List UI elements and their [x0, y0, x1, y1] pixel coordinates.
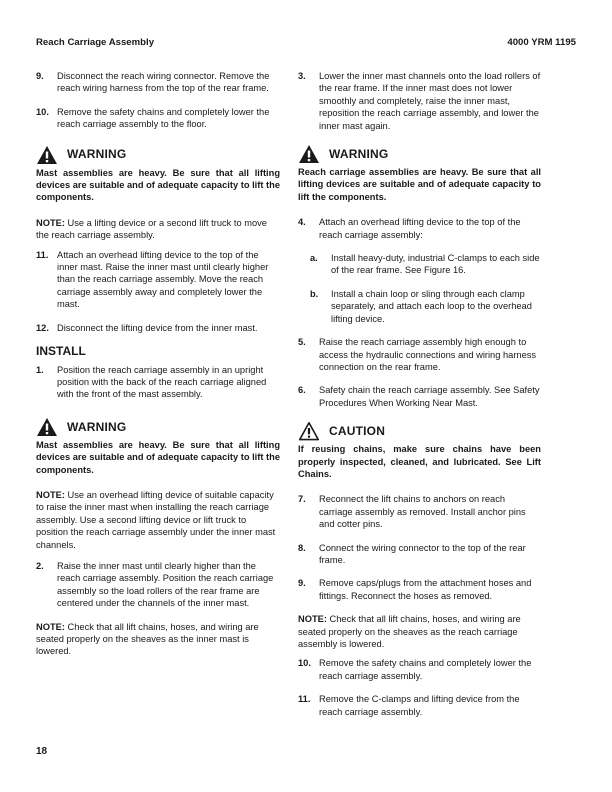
step-number: 3. [298, 71, 306, 81]
substep-text: Install heavy-duty, industrial C-clamps to each side of the rear frame. See Figure 16. [331, 253, 540, 276]
step-text: Reconnect the lift chains to anchors on reach carriage assembly as removed. Install anchor pins and cotter pins. [319, 494, 526, 530]
note [36, 217, 280, 242]
step [298, 493, 541, 530]
step [36, 560, 280, 610]
warning-triangle-icon [36, 417, 58, 437]
step [298, 70, 541, 132]
warning-title: WARNING [67, 419, 127, 434]
step-text: Remove caps/plugs from the attachment hoses and fittings. Reconnect the hoses as removed. [319, 578, 532, 601]
step-number: 9. [298, 578, 306, 589]
header-title: Reach Carriage Assembly [36, 37, 155, 48]
step [36, 322, 280, 334]
note [36, 489, 280, 551]
note-label: NOTE: [36, 217, 65, 228]
page-number: 18 [36, 746, 48, 757]
warning-header [36, 417, 280, 437]
note-label: NOTE: [36, 621, 65, 632]
warning-header [36, 145, 280, 165]
step-text: Position the reach carriage assembly in an upright position with the back of the reach carriage aligned with the front of the mast assembly. [57, 364, 267, 400]
section-heading-install: INSTALL [36, 344, 86, 359]
step-text: Attach an overhead lifting device to the top of the inner mast. Raise the inner mast until clearly higher than the reach carriage assembly. Move the reach carriage assembly away and completely lower the mast. [57, 249, 269, 310]
step-text: Disconnect the lifting device from the inner mast. [57, 322, 258, 333]
warning-text: Mast assemblies are heavy. Be sure that all lifting devices are suitable and of adequate capacity to lift the components. [36, 167, 280, 203]
step [298, 577, 541, 602]
step-number: 4. [298, 217, 306, 228]
caution-text: If reusing chains, make sure chains have been properly inspected, cleaned, and lubricated. See Lift Chains. [298, 444, 541, 479]
document-code: 4000 YRM 1195 [507, 37, 576, 48]
warning-triangle-icon [36, 145, 58, 165]
step [36, 364, 280, 401]
note-text: Use a lifting device or a second lift truck to move the reach carriage assembly. [36, 217, 267, 241]
right-column [298, 70, 541, 729]
step-text: Lower the inner mast channels onto the load rollers of the rear frame. If the inner mast does not lower smoothly and completely, raise the inner mast, reposition the reach carriage assembly, and lower the inner mast again. [319, 71, 541, 131]
step [36, 70, 280, 95]
warning-text: Mast assemblies are heavy. Be sure that all lifting devices are suitable and of adequate capacity to lift the components. [36, 439, 280, 475]
substep-text: Install a chain loop or sling through each clamp separately, and attach each loop to the overhead lifting device. [331, 288, 532, 324]
step-number: 7. [298, 494, 306, 505]
step-number: 9. [36, 71, 44, 81]
warning-triangle-icon [298, 144, 320, 164]
note-label: NOTE: [36, 489, 65, 500]
caution-triangle-icon [298, 421, 320, 441]
step-text: Remove the C-clamps and lifting device from the reach carriage assembly. [319, 694, 520, 717]
note-label: NOTE: [298, 614, 327, 625]
step [298, 336, 541, 373]
step [298, 542, 541, 567]
step-number: 11. [36, 249, 49, 260]
step [298, 657, 541, 682]
step-text: Remove the safety chains and completely lower the reach carriage assembly. [319, 658, 532, 681]
step [298, 216, 541, 241]
step-number: 2. [36, 560, 44, 571]
step-text: Disconnect the reach wiring connector. Remove the reach wiring harness from the top of the rear frame. [57, 71, 270, 94]
step-text: Safety chain the reach carriage assembly. See Safety Procedures When Working Near Mast. [319, 385, 540, 408]
substep [298, 288, 541, 325]
step-number: 8. [298, 542, 306, 553]
step-number: 1. [36, 364, 44, 375]
step-number: 5. [298, 337, 306, 348]
note-text: Check that all lift chains, hoses, and wiring are seated properly on the sheaves as the reach carriage assembly is lowered. [298, 614, 521, 649]
step [36, 106, 280, 131]
step-number: 6. [298, 385, 306, 396]
caution-header [298, 421, 541, 441]
step-number: 10. [36, 106, 49, 117]
substep-letter: b. [310, 288, 319, 299]
step [298, 384, 541, 409]
step-text: Connect the wiring connector to the top of the rear frame. [319, 542, 526, 565]
step-text: Remove the safety chains and completely lower the reach carriage assembly to the floor. [57, 106, 270, 130]
note-text: Use an overhead lifting device of suitable capacity to raise the inner mast when installing the reach carriage assembly. Use a second lifting device or lift truck to position the reach carriage assembly under the inner mast channels. [36, 489, 276, 550]
note-text: Check that all lift chains, hoses, and wiring are seated properly on the sheaves as the inner mast is lowered. [36, 621, 259, 657]
step-text: Raise the inner mast until clearly higher than the reach carriage assembly. Position the reach carriage assembly so the load rollers of the rear frame are centered under the channels of the inner mast. [57, 560, 274, 609]
note [36, 621, 280, 658]
warning-text: Reach carriage assemblies are heavy. Be sure that all lifting devices are suitable and of adequate capacity to lift the components. [298, 167, 541, 202]
step-number: 11. [298, 694, 311, 705]
step-text: Raise the reach carriage assembly high enough to access the hydraulic connections and wiring harness connection on the rear frame. [319, 337, 537, 372]
step [36, 249, 280, 311]
caution-title: CAUTION [329, 423, 386, 438]
warning-title: WARNING [329, 146, 389, 161]
step-text: Attach an overhead lifting device to the top of the reach carriage assembly: [319, 217, 521, 240]
step [298, 693, 541, 718]
substep [298, 252, 541, 277]
substep-letter: a. [310, 253, 318, 264]
warning-title: WARNING [67, 147, 127, 162]
left-column [36, 70, 280, 665]
step-number: 12. [36, 322, 49, 333]
note [298, 613, 541, 650]
step-number: 10. [298, 658, 311, 669]
warning-header [298, 144, 541, 164]
